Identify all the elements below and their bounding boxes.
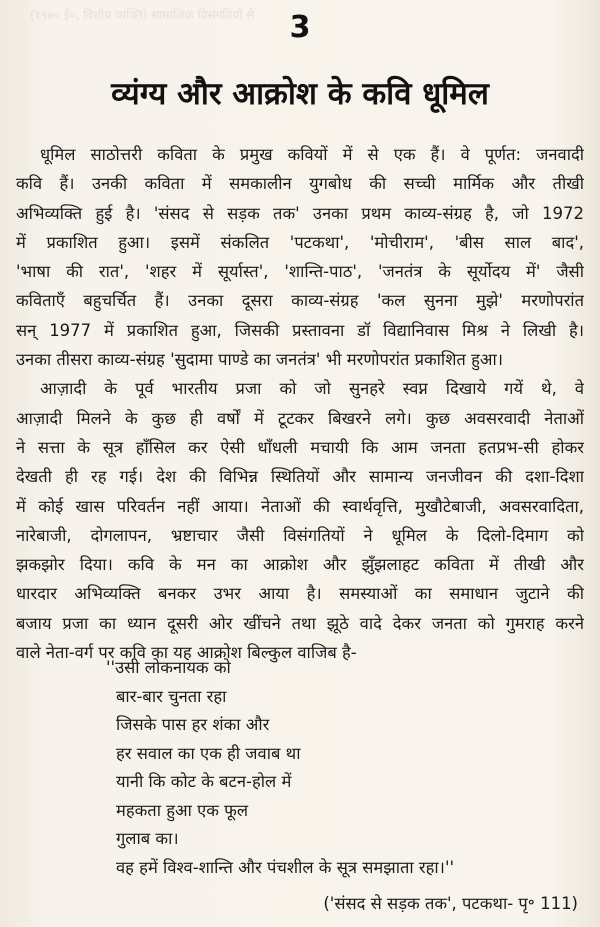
paragraph-2-line-6: नारेबाजी, दोगलापन, भ्रष्टाचार जैसी विसंगतियों ने धूमिल के दिलो-दिमाग को [16,525,584,545]
paragraph-2-line-1: आज़ादी के पूर्व भारतीय प्रजा को जो सुनहरे स्वप्न दिखाये गयें थे, वे [40,379,584,399]
paragraph-2-line-5: में कोई खास परिवर्तन नहीं आया। नेताओं की स्वार्थवृत्ति, मुखौटेबाजी, अवसरवादिता, [16,496,584,516]
paragraph-2-line-2: आज़ादी मिलने के कुछ ही वर्षों में टूटकर बिखरने लगे। कुछ अवसरवादी नेताओं [16,408,584,428]
poem-line-2: बार-बार चुनता रहा [116,686,227,706]
chapter-number: 3 [289,10,311,45]
paragraph-2-line-7: झकझोर दिया। कवि के मन का आक्रोश और झुँझलाहट कविता में तीखी और [16,555,584,575]
chapter-title: व्यंग्य और आक्रोश के कवि धूमिल [111,76,489,112]
paragraph-1-line-7: सन् 1977 में प्रकाशित हुआ, जिसकी प्रस्तावना डॉ विद्यानिवास मिश्र ने लिखी है। [16,320,584,340]
paragraph-1-line-8: उनका तीसरा काव्य-संग्रह 'सुदामा पाण्डे का जनतंत्र' भी मरणोपरांत प्रकाशित हुआ। [16,350,503,370]
paragraph-1-line-4: में प्रकाशित हुआ। इसमें संकलित 'पटकथा', 'मोचीराम', 'बीस साल बाद', [16,232,584,252]
poem-line-1: ''उसी लोकनायक को [106,658,231,677]
paragraph-1-line-5: 'भाषा की रात', 'शहर में सूर्यास्त', 'शान्ति-पाठ', 'जनतंत्र के सूर्योदय में' जैसी [16,262,584,282]
poem-line-4: हर सवाल का एक ही जवाब था [116,743,301,763]
poem-line-3: जिसके पास हर शंका और [116,715,270,734]
poem-line-8: वह हमें विश्व-शान्ति और पंचशील के सूत्र समझाता रहा।'' [116,857,455,877]
paragraph-1-line-2: कवि हैं। उनकी कविता में समकालीन युगबोध की सच्ची मार्मिक और तीखी [16,174,584,194]
poem-line-6: महकता हुआ एक फूल [116,800,249,820]
paragraph-2-line-3: ने सत्ता के सूत्र हाँसिल कर ऐसी धाँधली मचायी कि आम जनता हतप्रभ-सी होकर [16,437,584,457]
paragraph-2-line-8: धारदार अभिव्यक्ति बनकर उभर आया है। समस्याओं का समाधान जुटाने की [16,584,584,604]
paragraph-1-line-1: धूमिल साठोत्तरी कविता के प्रमुख कवियों में से एक हैं। वे पूर्णत: जनवादी [40,145,584,164]
body-text [16,140,584,667]
poem-quote [106,654,576,882]
bleed-through-text: (१९७० ई०, वित्तीय व्यक्ति) सामाजिक विसंगतियों से [30,8,255,22]
poem-citation: ('संसद से सड़क तक', पटकथा- पृ॰ 111) [323,894,578,913]
poem-line-7: गुलाब का। [116,829,179,848]
paragraph-1-line-6: कविताएँ बहुचर्चित हैं। उनका दूसरा काव्य-संग्रह 'कल सुनना मुझे' मरणोपरांत [16,291,584,311]
paragraph-2-line-10: वाले नेता-वर्ग पर कवि का यह आक्रोश बिल्कुल वाजिब है- [16,643,357,663]
poem-line-5: यानी कि कोट के बटन-होल में [116,772,292,791]
paragraph-2-line-9: बजाय प्रजा का ध्यान दूसरी ओर खींचने तथा झूठे वादे देकर जनता को गुमराह करने [16,613,584,633]
paragraph-1-line-3: अभिव्यक्ति हुई है। 'संसद से सड़क तक' उनका प्रथम काव्य-संग्रह है, जो 1972 [16,203,584,223]
paragraph-2-line-4: देखती ही रह गई। देश की विभिन्न स्थितियों और सामान्य जनजीवन की दशा-दिशा [16,467,584,487]
